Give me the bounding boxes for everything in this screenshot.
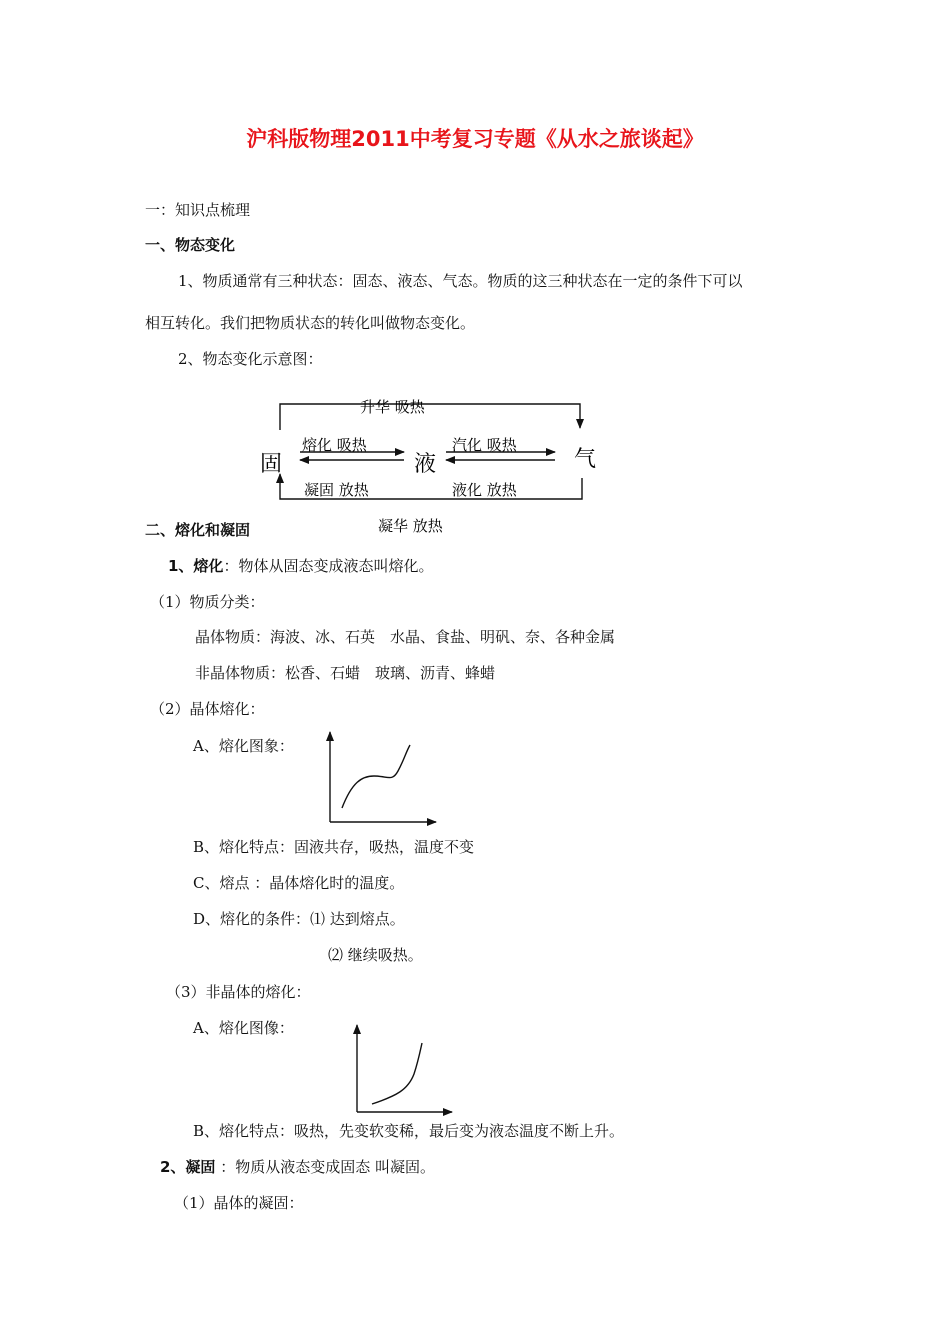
crystal-melting-heading: （2）晶体熔化： bbox=[150, 700, 265, 718]
liquid-label: 液 bbox=[414, 452, 437, 477]
paragraph-diagram-intro: 2、物态变化示意图： bbox=[178, 350, 323, 368]
paragraph-states-line1: 1、物质通常有三种状态：固态、液态、气态。物质的这三种状态在一定的条件下可以 bbox=[178, 272, 743, 290]
solidification-term: 2、凝固 bbox=[160, 1158, 216, 1176]
melting-term: 1、熔化 bbox=[168, 557, 224, 575]
solidification-def-text: ：物质从液态变成固态 叫凝固。 bbox=[215, 1158, 435, 1176]
paragraph-states-line2: 相互转化。我们把物质状态的转化叫做物态变化。 bbox=[145, 314, 476, 332]
sublimation-label: 升华 吸热 bbox=[360, 398, 425, 416]
condensation-label: 液化 放热 bbox=[452, 481, 517, 499]
amorphous-melting-heading: （3）非晶体的熔化： bbox=[166, 983, 311, 1001]
solid-label: 固 bbox=[260, 452, 283, 477]
melting-point-definition: C、熔点 ：晶体熔化时的温度。 bbox=[193, 874, 405, 892]
solidification-definition bbox=[160, 1158, 435, 1176]
document-title: 沪科版物理2011中考复习专题《从水之旅谈起》 bbox=[246, 127, 704, 151]
crystal-solidification-heading: （1）晶体的凝固： bbox=[174, 1194, 304, 1212]
crystal-melting-feature: B、熔化特点：固液共存，吸热，温度不变 bbox=[193, 838, 475, 856]
classification-heading: （1）物质分类： bbox=[150, 593, 265, 611]
melting-label: 熔化 吸热 bbox=[302, 436, 367, 454]
section-intro: 一：知识点梳理 bbox=[145, 201, 251, 219]
amorphous-melting-curve bbox=[372, 1043, 422, 1104]
melting-condition-1: D、熔化的条件：⑴ 达到熔点。 bbox=[193, 910, 405, 928]
melting-def-text: ：物体从固态变成液态叫熔化。 bbox=[223, 557, 434, 575]
freezing-label: 凝固 放热 bbox=[304, 481, 369, 499]
deposition-label: 凝华 放热 bbox=[378, 517, 443, 535]
crystal-list: 晶体物质：海波、冰、石英 水晶、食盐、明矾、奈、各种金属 bbox=[195, 628, 616, 646]
amorphous-list: 非晶体物质：松香、石蜡 玻璃、沥青、蜂蜡 bbox=[195, 664, 496, 682]
gas-label: 气 bbox=[574, 447, 597, 472]
crystal-graph-label: A、熔化图象： bbox=[193, 737, 294, 755]
amorphous-melting-feature: B、熔化特点：吸热，先变软变稀，最后变为液态温度不断上升。 bbox=[193, 1122, 625, 1140]
heading-state-change: 一、物态变化 bbox=[145, 236, 236, 254]
vaporization-label: 汽化 吸热 bbox=[452, 436, 517, 454]
heading-melting-solidification: 二、熔化和凝固 bbox=[145, 521, 251, 539]
amorphous-graph-label: A、熔化图像： bbox=[193, 1019, 294, 1037]
melting-condition-2: ⑵ 继续吸热。 bbox=[328, 946, 423, 964]
